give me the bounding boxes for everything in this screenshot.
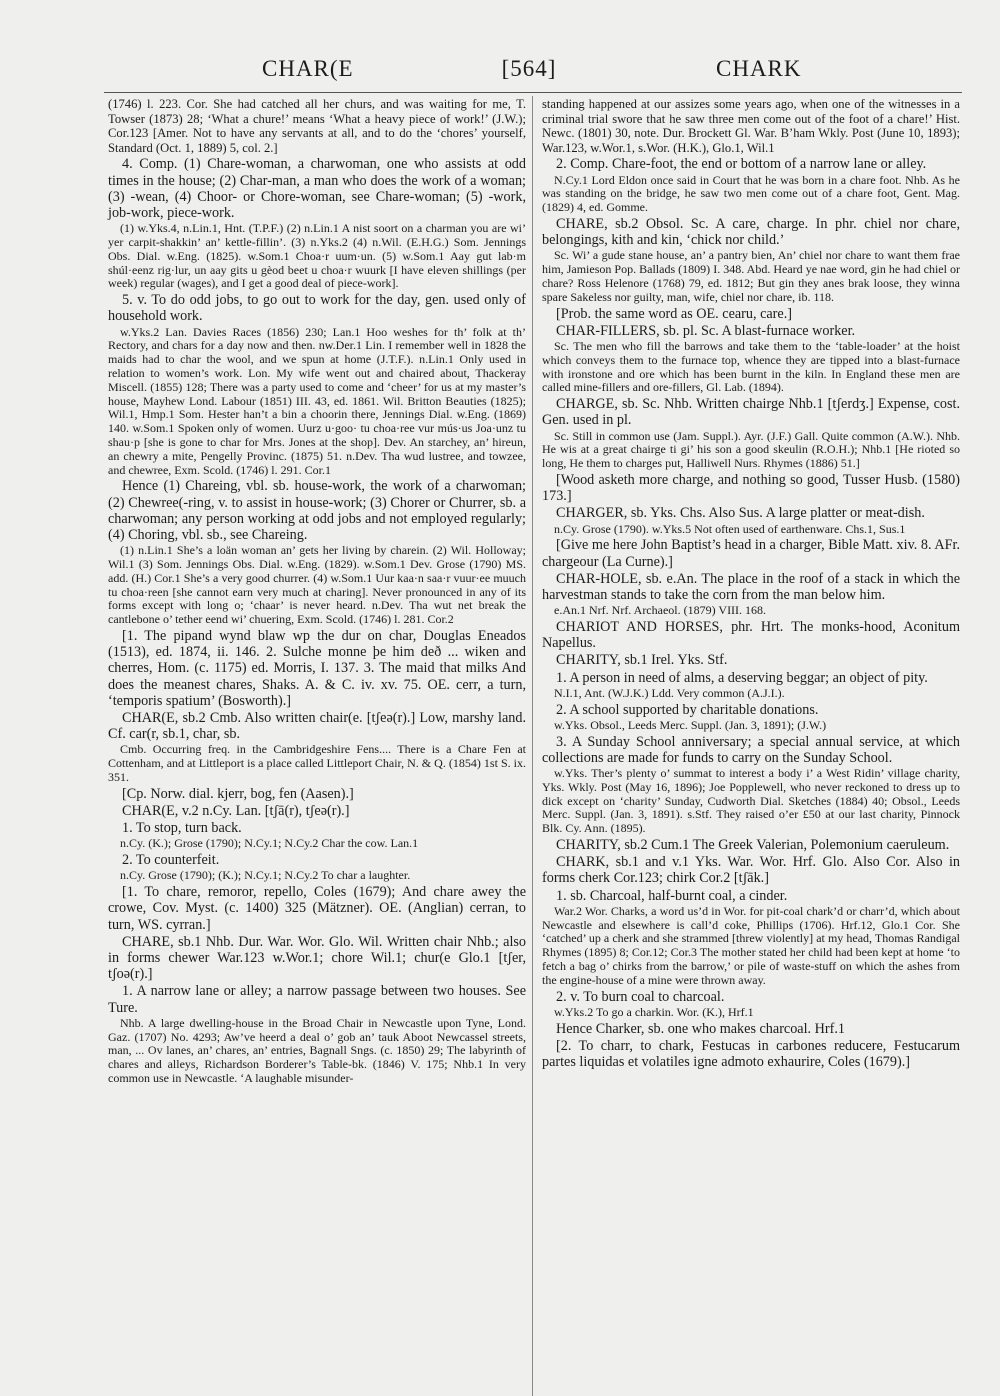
citation-paragraph: War.2 Wor. Charks, a word us’d in Wor. for pit-coal chark’d or charr’d, which about Newcastle and elsewhere is call’d coke, Phillips (1706). Hrf.12, Glo.1 Cor. She ‘catched’ up a cherk and she strammed [threw violently] at my head, Thomas Randigal Rhymes (1895) 8; Cor.12; Cor.3 The mother stated her child had been kept at home ‘to fetch a bag o’ chirks from the barrow,’ or pile of waste-stuff on which the ashes from the engine-house of a mine were thrown away. [542, 903, 960, 987]
entry-paragraph: Hence Charker, sb. one who makes charcoal. Hrf.1 [556, 1020, 845, 1037]
entry-paragraph: [Give me here John Baptist’s head in a charger, Bible Matt. xiv. 8. AFr. chargeour (La Curne).] [542, 537, 960, 570]
citation-paragraph: Sc. Still in common use (Jam. Suppl.). Ayr. (J.F.) Gall. Quite common (A.W.). Nhb. He wis at a great chairge ti gi’ his son a good skeulin (R.O.H.); Nhb.1 [He rioted so long, He them to charges put, Halliwell Nurs. Rhymes (1886) 51.] [542, 428, 960, 471]
entry-paragraph: 3. A Sunday School anniversary; a special annual service, at which collections are made for funds to carry on the Sunday School. [542, 733, 960, 766]
citation-paragraph: N.I.1, Ant. (W.J.K.) Ldd. Very common (A.J.I.). [554, 685, 785, 700]
entry-paragraph: [Wood asketh more charge, and nothing so good, Tusser Husb. (1580) 173.] [542, 471, 960, 505]
entry-paragraph: CHARE, sb.2 Obsol. Sc. A care, charge. In phr. chiel nor chare, belongings, kith and kin, ‘chick nor child.’ [542, 215, 960, 249]
page-number: [564] [501, 56, 557, 81]
entry-paragraph: CHAR(E, sb.2 Cmb. Also written chair(e. [tʃeə(r).] Low, marshy land. Cf. car(r, sb.1, char, sb. [108, 709, 526, 743]
citation-paragraph: n.Cy. (K.); Grose (1790); N.Cy.1; N.Cy.2 Char the cow. Lan.1 [120, 836, 419, 851]
entry-paragraph: CHARGER, sb. Yks. Chs. Also Sus. A large platter or meat-dish. [556, 505, 925, 522]
entry-paragraph: 1. To stop, turn back. [122, 820, 242, 837]
entry-paragraph: [1. To chare, remoror, repello, Coles (1679); And chare awey the crowe, Cov. Myst. (c. 1400) 325 (Mätzner). OE. (Anglian) cerran, to turn, WS. cyrran.] [108, 884, 526, 933]
entry-paragraph: Hence (1) Chareing, vbl. sb. house-work, the work of a charwoman; (2) Chewree(-ring, v. to assist in house-work; (3) Chorer or Churrer, sb. a charwoman; any person working at odd jobs and not employed regularly; (4) Choring, vbl. sb., see Chareing. [108, 478, 526, 543]
citation-paragraph: (1) w.Yks.4, n.Lin.1, Hnt. (T.P.F.) (2) n.Lin.1 A nist soort on a charman you are wi’ yer carpit-shakkin’ an’ kettle-fillin’. (3) n.Yks.2 (4) n.Wil. (E.H.G.) Som. Jennings Obs. Dial. w.Eng. (1825). w.Som.1 Choa·r uum·un. (5) w.Som.1 Aay gut lab·m shúl·eenz rig·lur, un aay gits u gèod beet u choa·r wuurk [I have eleven shillings (per week) regular (wages), and I get a good deal of piece-work]. [108, 221, 526, 291]
right-column [542, 97, 960, 1071]
entry-paragraph: CHAR-HOLE, sb. e.An. The place in the roof of a stack in which the harvestman stands to take the corn from the man below him. [542, 570, 960, 603]
citation-paragraph: N.Cy.1 Lord Eldon once said in Court that he was born in a chare foot. Nhb. As he was standing on the bridge, he saw two men come out of a chare foot, Gent. Mag. (1829) 4, ed. Gomme. [542, 172, 960, 215]
citation-paragraph: Cmb. Occurring freq. in the Cambridgeshire Fens.... There is a Chare Fen at Cottenham, and at Littleport is a place called Littleport Chair, N. & Q. (1854) 1st S. ix. 351. [108, 742, 526, 784]
citation-paragraph: Nhb. A large dwelling-house in the Broad Chair in Newcastle upon Tyne, Lond. Gaz. (1707) No. 4293; Aw’ve heerd a deal o’ gob an’ tauk Aboot Newcassel streets, man, ... Ov lanes, an’ chares, an’ entries, Bagnall Sngs. (c. 1850) 29; The labyrinth of chares and alleys, Richardson Borderer’s Table-bk. (1846) V. 175; Nhb.1 In very common use in Newcastle. ‘A laughable misunder- [108, 1015, 526, 1085]
citation-paragraph: e.An.1 Nrf. Nrf. Archaeol. (1879) VIII. 168. [554, 603, 767, 618]
left-column [108, 97, 526, 1087]
citation-paragraph: w.Yks. Obsol., Leeds Merc. Suppl. (Jan. 3, 1891); (J.W.) [554, 717, 827, 732]
entry-paragraph: 2. To counterfeit. [122, 852, 220, 869]
entry-paragraph: CHAR(E, v.2 n.Cy. Lan. [tʃā(r), tʃeə(r).] [122, 802, 350, 819]
entry-paragraph: [Prob. the same word as OE. cearu, care.] [556, 305, 792, 322]
entry-paragraph: [Cp. Norw. dial. kjerr, bog, fen (Aasen).] [122, 785, 354, 802]
citation-paragraph: Sc. Wi’ a gude stane house, an’ a pantry bien, An’ chiel nor chare to want them frae him, Jamieson Pop. Ballads (1809) I. 348. Abd. Heard ye nae word, gin he had chiel or chare? Ross Helenore (1768) 79, ed. 1812; But gin they anes brak loose, they winna spare Sakeless nor guilty, man, wife, chiel nor chare, ib. 118. [542, 248, 960, 304]
entry-paragraph: 1. sb. Charcoal, half-burnt coal, a cinder. [556, 887, 788, 904]
running-head-right: CHARK [716, 56, 802, 81]
entry-paragraph: [1. The pipand wynd blaw wp the dur on char, Douglas Eneados (1513), ed. 1874, ii. 146. 2. Sulche monne þe him deð ... wiken and cherres, Hom. (c. 1175) ed. Morris, I. 137. 3. The maid that milks And does the meanest chares, Shaks. A. & C. iv. xv. 75. OE. cerr, a turn, ‘temporis spatium’ (Bosworth).] [108, 627, 526, 709]
entry-paragraph: 2. v. To burn coal to charcoal. [556, 988, 725, 1005]
citation-paragraph: w.Yks. Ther’s plenty o’ summat to interest a body i’ a West Ridin’ village charity, Yks. Wkly. Post (May 16, 1896); Joe Popplewell, who never reckoned to dress up to dick except on ‘charity’ Sunday, Cudworth Dial. Sketches (1884) 40; Obsol., Leeds Merc. Suppl. (Jan. 3, 1891). s.Stf. They raised o’er £50 at our last charity, Pinnock Blk. Cy. Ann. (1895). [542, 765, 960, 836]
entry-paragraph: (1746) l. 223. Cor. She had catched all her churs, and was waiting for me, T. Towser (1873) 28; ‘What a chure!’ means ‘What a heavy piece of work!’ (J.W.); Cor.123 [Amer. Not to have any servants at all, and to do the ‘chores’ yourself, Standard (Oct. 1, 1889) 5, col. 2.] [108, 97, 526, 155]
entry-paragraph: 2. Comp. Chare-foot, the end or bottom of a narrow lane or alley. [556, 156, 927, 173]
entry-paragraph: CHARITY, sb.2 Cum.1 The Greek Valerian, Polemonium caeruleum. [556, 836, 950, 853]
entry-paragraph: 1. A person in need of alms, a deserving beggar; an object of pity. [556, 669, 928, 686]
running-head-left: CHAR(E [262, 56, 354, 81]
citation-paragraph: (1) n.Lin.1 She’s a loän woman an’ gets her living by charein. (2) Wil. Holloway; Wil.1 (3) Som. Jennings Obs. Dial. w.Eng. (1829). w.Som.1 Dev. Grose (1790) MS. add. (H.) Cor.1 She’s a very good churrer. (4) w.Som.1 Uur kaa·n saa·r vuur·ee muuch tu choa·reen [she cannot earn very much at charing]. Never pronounced in any of its forms except with long o; ‘chaar’ is never heard. n.Dev. Tha wut net break the cantlebone o’ tether eend wi’ chuering, Exm. Scold. (1746) l. 281. Cor.2 [108, 543, 526, 627]
entry-paragraph: 2. A school supported by charitable donations. [556, 701, 819, 718]
citation-paragraph: w.Yks.2 To go a charkin. Wor. (K.), Hrf.1 [554, 1004, 754, 1019]
entry-paragraph: CHARGE, sb. Sc. Nhb. Written chairge Nhb.1 [tʃerdʒ.] Expense, cost. Gen. used in pl. [542, 396, 960, 429]
entry-paragraph: standing happened at our assizes some years ago, when one of the witnesses in a criminal trial swore that he saw three men come out of the foot of a chare!’ Hist. Newc. (1801) 30, note. Dur. Brockett Gl. War. B’ham Wkly. Post (June 10, 1893); War.123, w.Wor.1, s.Wor. (H.K.), Glo.1, Wil.1 [542, 97, 960, 155]
citation-paragraph: w.Yks.2 Lan. Davies Races (1856) 230; Lan.1 Hoo weshes for th’ folk at th’ Rectory, and chars for a day now and then. nw.Der.1 Lin. I remember well in 1828 the maids had to char the wool, and we spun at home (J.T.F.). n.Lin.1 Only used in relation to women’s work. Lon. My wife went out and chaired about, Thackeray Miscell. (1855) 128; There was a party used to come and ‘cheer’ for us at my master’s house, Mayhew Lond. Labour (1851) III. 43, ed. 1861. Wil. Britton Beauties (1825); Wil.1, Hmp.1 Som. Hester han’t a bin a choorin there, Jennings Dial. w.Eng. (1869) 140. w.Som.1 Spoken only of women. Uurz u·goo· tu choa·ree vur mús·us Joa·unz tu shau·p [she is gone to char for Mrs. Jones at the shop]. Dev. An starchey, an’ hireun, an chewry a mite, Pengelly Provinc. (1875) 51. n.Dev. Tha wud lustree, and towzee, and chewree, Exm. Scold. (1746) l. 291. Cor.1 [108, 324, 526, 477]
entry-paragraph: CHARITY, sb.1 Irel. Yks. Stf. [556, 652, 728, 669]
entry-paragraph: CHARIOT AND HORSES, phr. Hrt. The monks-hood, Aconitum Napellus. [542, 618, 960, 652]
citation-paragraph: Sc. The men who fill the barrows and take them to the ‘table-loader’ at the hoist which conveys them to the furnace top, whence they are tipped into a blast-furnace with ironstone and ore which has been burnt in the kiln. In England these men are called mine-fillers and ore-fillers, Gl. Lab. (1894). [542, 338, 960, 395]
entry-paragraph: [2. To charr, to chark, Festucas in carbones reducere, Festucarum partes liquidas et volatiles igne admoto exhaurire, Coles (1679).] [542, 1037, 960, 1070]
entry-paragraph: CHARE, sb.1 Nhb. Dur. War. Wor. Glo. Wil. Written chair Nhb.; also in forms chewer War.123 w.Wor.1; chore Wil.1; chur(e Glo.1 [tʃer, tʃoə(r).] [108, 933, 526, 983]
header-rule [104, 92, 962, 93]
entry-paragraph: 5. v. To do odd jobs, to go out to work for the day, gen. used only of household work. [108, 292, 526, 325]
entry-paragraph: 1. A narrow lane or alley; a narrow passage between two houses. See Ture. [108, 983, 526, 1016]
citation-paragraph: n.Cy. Grose (1790). w.Yks.5 Not often used of earthenware. Chs.1, Sus.1 [554, 521, 906, 536]
column-divider [532, 96, 533, 1396]
entry-paragraph: CHARK, sb.1 and v.1 Yks. War. Wor. Hrf. Glo. Also Cor. Also in forms cherk Cor.123; chirk Cor.2 [tʃāk.] [542, 854, 960, 887]
entry-paragraph: CHAR-FILLERS, sb. pl. Sc. A blast-furnace worker. [556, 322, 856, 339]
citation-paragraph: n.Cy. Grose (1790); (K.); N.Cy.1; N.Cy.2 To char a laughter. [120, 868, 411, 883]
entry-paragraph: 4. Comp. (1) Chare-woman, a charwoman, one who assists at odd times in the house; (2) Char-man, a man who does the work of a woman; (3) -wean, (4) Choor- or Chore-woman, see Chare-woman; (5) -work, job-work, piece-work. [108, 156, 526, 221]
